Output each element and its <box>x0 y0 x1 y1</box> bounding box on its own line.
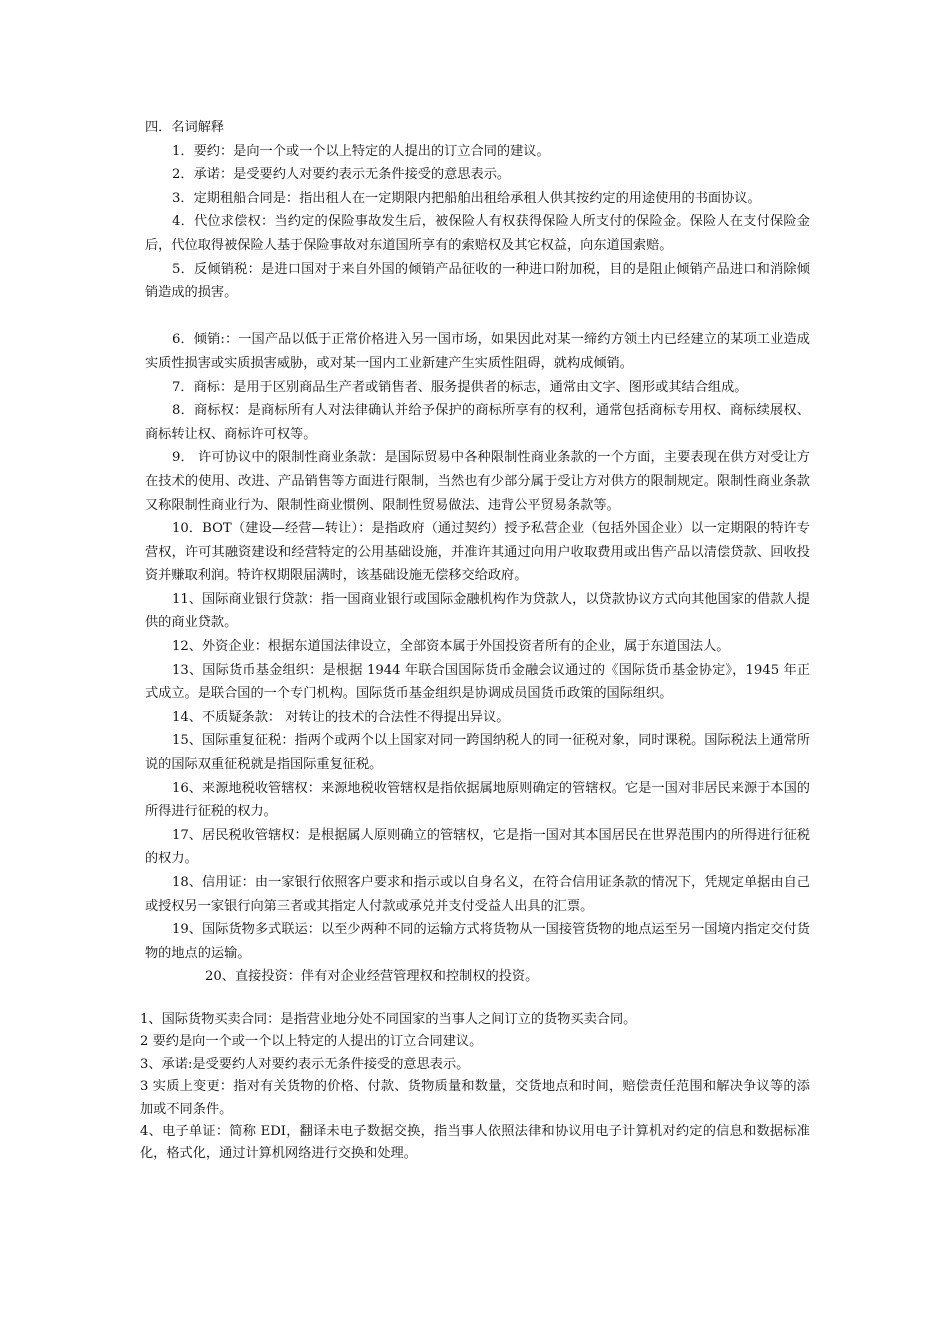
term-entry: 12、外资企业：根据东道国法律设立，全部资本属于外国投资者所有的企业，属于东道国法人。 <box>172 639 730 655</box>
section-heading: 四．名词解释 <box>145 120 225 135</box>
term-entry: 17、居民税收管辖权：是根据属人原则确立的管辖权，它是指一国对其本国居民在世界范围内的所得进行征税的权力。 <box>145 827 810 867</box>
blank-line <box>145 989 810 1009</box>
term-entry: 10．BOT（建设—经营—转让）：是指政府（通过契约）授予私营企业（包括外国企业）以一定期限的特许专营权，许可其融资建设和经营特定的公用基础设施，并准许其通过向用户收取费用或出售产品以清偿贷款、回收投资并赚取利润。特许权期限届满时，该基础设施无偿移交给政府。 <box>145 521 810 584</box>
extra-term-entry: 2 要约是向一个或一个以上特定的人提出的订立合同建议。 <box>140 1034 483 1050</box>
term-entry: 6．倾销:：一国产品以低于正常价格进入另一国市场，如果因此对某一缔约方领土内已经建立的某项工业造成实质性损害或实质损害威胁，或对某一国内工业新建产生实质性阻碍，就构成倾销。 <box>145 332 810 371</box>
term-entry: 5．反倾销税：是进口国对于来自外国的倾销产品征收的一种进口附加税，目的是阻止倾销产品进口和消除倾销造成的损害。 <box>145 261 810 301</box>
term-entry: 8．商标权：是商标所有人对法律确认并给予保护的商标所享有的权利，通常包括商标专用权、商标续展权、商标转让权、商标许可权等。 <box>145 403 810 442</box>
extra-terms <box>140 1009 810 1166</box>
term-entry: 2．承诺：是受要约人对要约表示无条件接受的意思表示。 <box>172 167 511 183</box>
term-entry: 16、来源地税收管辖权：来源地税收管辖权是指依据属地原则确定的管辖权。它是一国对非居民来源于本国的所得进行征税的权力。 <box>145 780 810 820</box>
term-entry: 20、直接投资：伴有对企业经营管理权和控制权的投资。 <box>205 969 539 985</box>
term-entry: 11、国际商业银行贷款：指一国商业银行或国际金融机构作为贷款人，以贷款协议方式向其他国家的借款人提供的商业贷款。 <box>145 591 810 631</box>
term-entry: 9． 许可协议中的限制性商业条款：是国际贸易中各种限制性商业条款的一个方面，主要表现在供方对受让方在技术的使用、改进、产品销售等方面进行限制，当然也有少部分属于受让方对供方的限制规定。限制性商业条款又称限制性商业行为、限制性商业惯例、限制性贸易做法、违背公平贸易条款等。 <box>145 450 810 513</box>
term-entry: 7．商标：是用于区别商品生产者或销售者、服务提供者的标志，通常由文字、图形或其结合组成。 <box>172 379 748 395</box>
blank-line <box>145 305 810 329</box>
term-entry: 19、国际货物多式联运：以至少两种不同的运输方式将货物从一国接管货物的地点运至另一国境内指定交付货物的地点的运输。 <box>145 922 810 961</box>
extra-term-entry: 1、国际货物买卖合同：是指营业地分处不同国家的当事人之间订立的货物买卖合同。 <box>140 1011 637 1027</box>
term-entry: 1．要约：是向一个或一个以上特定的人提出的订立合同的建议。 <box>172 143 550 159</box>
term-entry: 13、国际货币基金组织：是根据 1944 年联合国国际货币金融会议通过的《国际货币基金协定》，1945 年正式成立。是联合国的一个专门机构。国际货币基金组织是协调成员国货币政策的国际组织。 <box>145 662 810 702</box>
term-entry: 18、信用证：由一家银行依照客户要求和指示或以自身名义，在符合信用证条款的情况下，凭规定单据由自己或授权另一家银行向第三者或其指定人付款或承兑并支付受益人出具的汇票。 <box>145 875 810 914</box>
term-entry: 15、国际重复征税：指两个或两个以上国家对同一跨国纳税人的同一征税对象，同时课税。国际税法上通常所说的国际双重征税就是指国际重复征税。 <box>145 733 810 773</box>
extra-term-entry: 4、电子单证：简称 EDI，翻译未电子数据交换，指当事人依照法律和协议用电子计算机对约定的信息和数据标准化，格式化，通过计算机网络进行交换和处理。 <box>140 1124 810 1162</box>
term-entry: 14、不质疑条款： 对转让的技术的合法性不得提出异议。 <box>172 709 510 725</box>
term-entry: 3．定期租船合同是：指出租人在一定期限内把船舶出租给承租人供其按约定的用途使用的书面协议。 <box>172 190 761 206</box>
extra-term-entry: 3 实质上变更：指对有关货物的价格、付款、货物质量和数量，交货地点和时间，赔偿责任范围和解决争议等的添加或不同条件。 <box>140 1079 810 1117</box>
extra-term-entry: 3、承诺:是受要约人对要约表示无条件接受的意思表示。 <box>140 1056 470 1072</box>
term-entry: 4．代位求偿权：当约定的保险事故发生后，被保险人有权获得保险人所支付的保险金。保险人在支付保险金后，代位取得被保险人基于保险事故对东道国所享有的索赔权及其它权益，向东道国索赔。 <box>145 214 810 253</box>
